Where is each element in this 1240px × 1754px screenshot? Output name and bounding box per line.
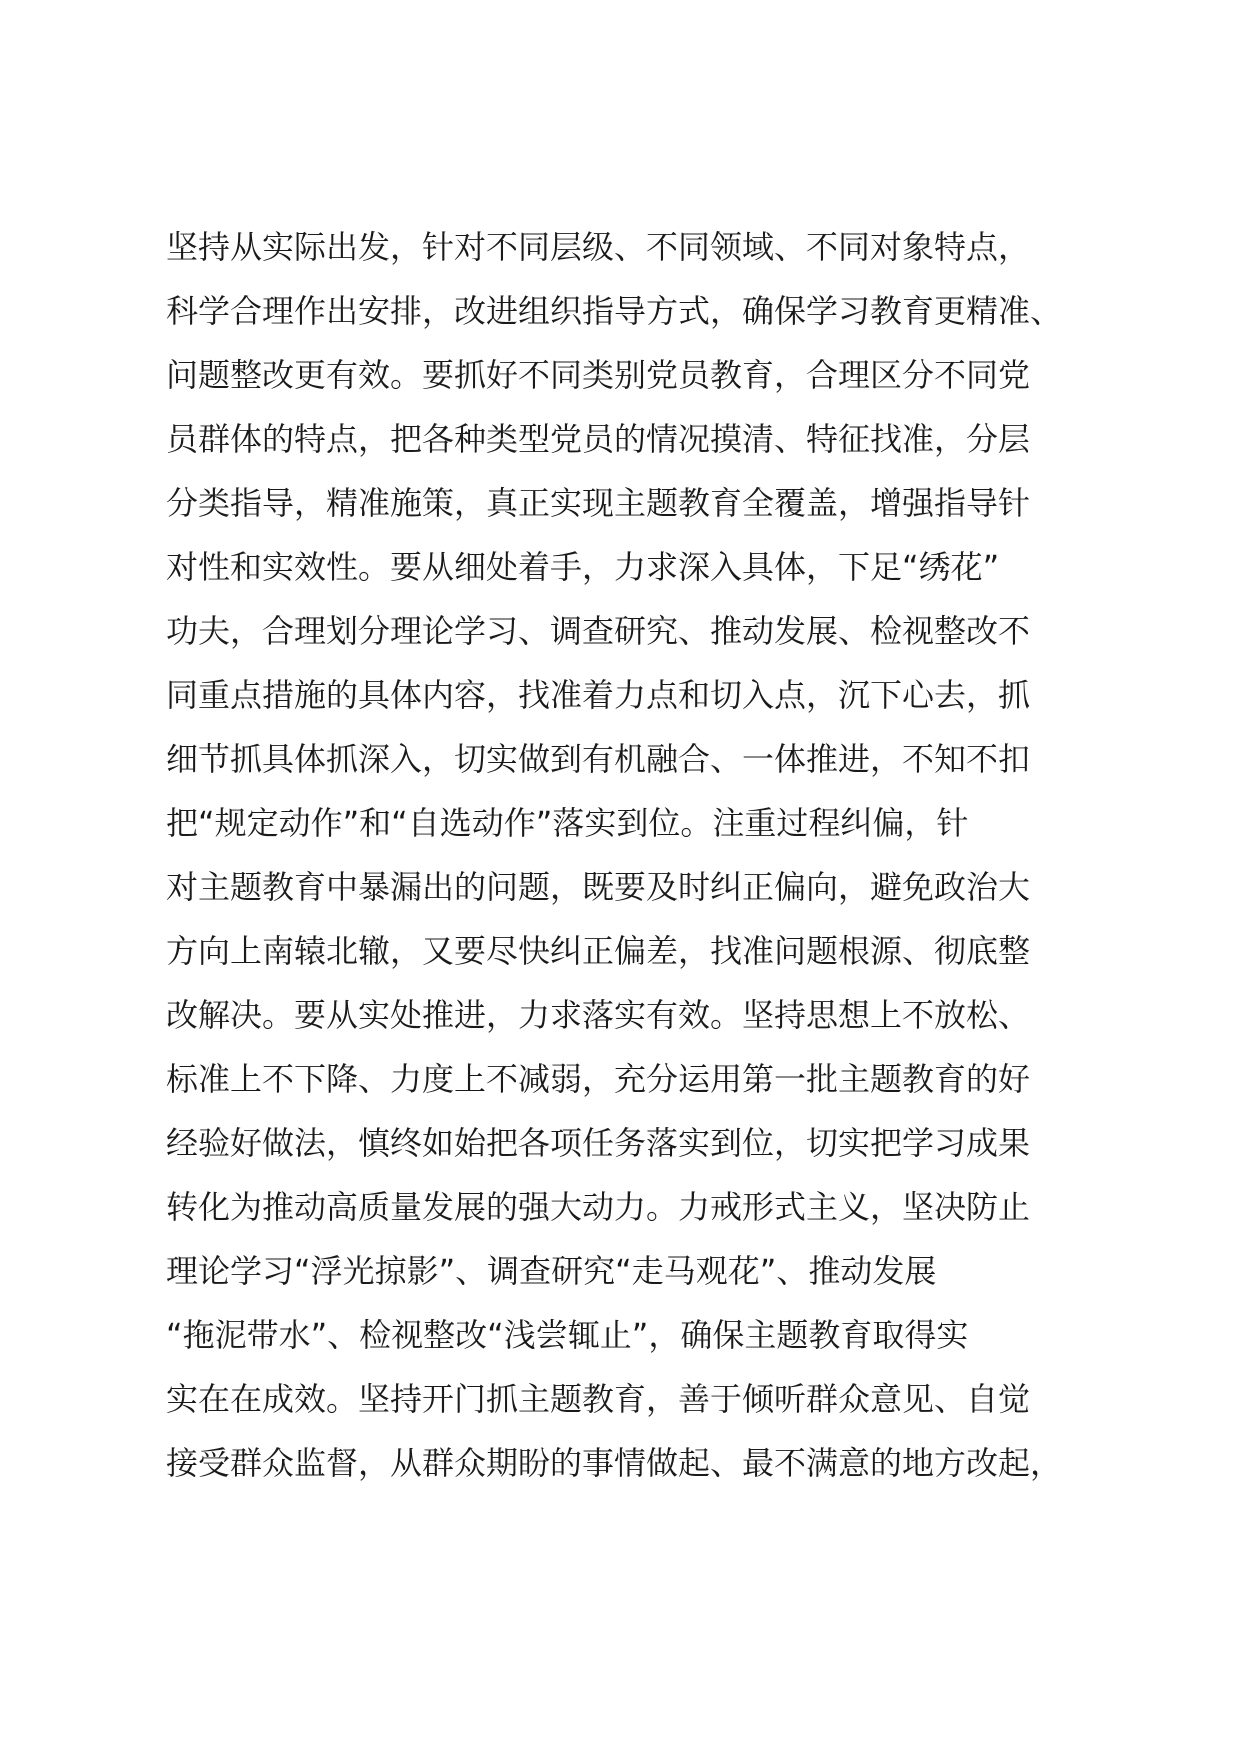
- text-line: 改解决。要从实处推进，力求落实有效。坚持思想上不放松、: [166, 996, 1031, 1034]
- text-line: 方向上南辕北辙，又要尽快纠正偏差，找准问题根源、彻底整: [166, 932, 1031, 970]
- text-line: 经验好做法，慎终如始把各项任务落实到位，切实把学习成果: [166, 1124, 1031, 1162]
- text-line: 问题整改更有效。要抓好不同类别党员教育，合理区分不同党: [166, 356, 1031, 394]
- text-line: 接受群众监督，从群众期盼的事情做起、最不满意的地方改起，: [166, 1444, 1063, 1482]
- text-line: 转化为推动高质量发展的强大动力。力戒形式主义，坚决防止: [166, 1188, 1031, 1226]
- text-line: 分类指导，精准施策，真正实现主题教育全覆盖，增强指导针: [166, 484, 1031, 522]
- body-paragraph: [166, 215, 1126, 1495]
- text-line: 标准上不下降、力度上不减弱，充分运用第一批主题教育的好: [166, 1060, 1031, 1098]
- text-line: 对主题教育中暴漏出的问题，既要及时纠正偏向，避免政治大: [166, 868, 1031, 906]
- text-line: 把“规定动作”和“自选动作”落实到位。注重过程纠偏，针: [166, 804, 969, 842]
- text-line: 坚持从实际出发，针对不同层级、不同领域、不同对象特点，: [166, 228, 1031, 266]
- text-line: 细节抓具体抓深入，切实做到有机融合、一体推进，不知不扣: [166, 740, 1031, 778]
- text-line: “拖泥带水”、检视整改“浅尝辄止”，确保主题教育取得实: [166, 1316, 969, 1354]
- text-line: 功夫，合理划分理论学习、调查研究、推动发展、检视整改不: [166, 612, 1031, 650]
- text-line: 同重点措施的具体内容，找准着力点和切入点，沉下心去，抓: [166, 676, 1031, 714]
- text-line: 科学合理作出安排，改进组织指导方式，确保学习教育更精准、: [166, 292, 1063, 330]
- text-line: 实在在成效。坚持开门抓主题教育，善于倾听群众意见、自觉: [166, 1380, 1031, 1418]
- text-line: 对性和实效性。要从细处着手，力求深入具体，下足“绣花”: [166, 548, 1000, 586]
- text-line: 理论学习“浮光掠影”、调查研究“走马观花”、推动发展: [166, 1252, 937, 1290]
- text-line: 员群体的特点，把各种类型党员的情况摸清、特征找准，分层: [166, 420, 1031, 458]
